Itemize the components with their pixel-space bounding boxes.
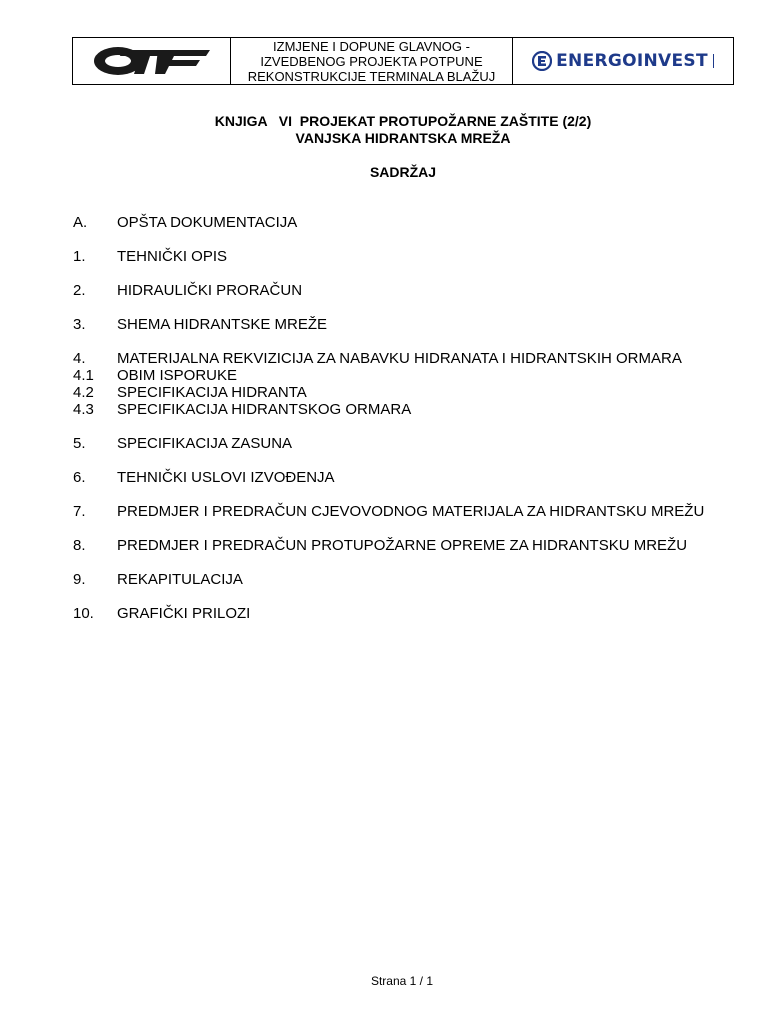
otf-logo-icon [92, 44, 212, 78]
toc-item [73, 316, 763, 333]
toc-item [73, 469, 763, 486]
toc-item-number: 3. [73, 316, 86, 333]
page-number: Strana 1 / 1 [370, 974, 434, 988]
toc-item-number: 2. [73, 282, 86, 299]
toc-item-text: SPECIFIKACIJA HIDRANTSKOG ORMARA [117, 401, 412, 418]
toc-item-text: SHEMA HIDRANTSKE MREŽE [117, 316, 328, 333]
toc-item [73, 571, 763, 588]
otf-logo [73, 38, 231, 84]
toc-item-text: TEHNIČKI OPIS [117, 248, 228, 265]
header-title-line: IZMJENE I DOPUNE GLAVNOG - [273, 38, 470, 54]
toc-item [73, 248, 763, 265]
toc-item-text: REKAPITULACIJA [117, 571, 243, 588]
header-title-line: IZVEDBENOG PROJEKTA POTPUNE [260, 53, 483, 69]
toc-subitem [73, 384, 763, 401]
toc-item-text: GRAFIČKI PRILOZI [117, 605, 251, 622]
toc-item-text: HIDRAULIČKI PRORAČUN [117, 282, 303, 299]
header-project-title [231, 38, 513, 84]
toc-item-text: PREDMJER I PREDRAČUN CJEVOVODNOG MATERIJALA ZA HIDRANTSKU MREŽU [117, 503, 705, 520]
toc-item [73, 537, 763, 554]
header-table [72, 37, 734, 85]
toc-item-text: MATERIJALNA REKVIZICIJA ZA NABAVKU HIDRANATA I HIDRANTSKIH ORMARA [117, 350, 682, 367]
toc-item-number: 9. [73, 571, 86, 588]
toc-item-number: A. [73, 214, 88, 231]
logo-divider [713, 54, 714, 68]
toc-item-number: 8. [73, 537, 86, 554]
toc-item-text: OBIM ISPORUKE [117, 367, 238, 384]
toc-item [73, 605, 763, 622]
energoinvest-wordmark: ENERGOINVEST [556, 51, 708, 71]
toc-item-text: SPECIFIKACIJA ZASUNA [117, 435, 293, 452]
toc-item-number: 1. [73, 248, 86, 265]
header-title-line: REKONSTRUKCIJE TERMINALA BLAŽUJ [247, 68, 496, 84]
toc-item-number: 6. [73, 469, 86, 486]
toc-item-text: PREDMJER I PREDRAČUN PROTUPOŽARNE OPREME ZA HIDRANTSKU MREŽU [117, 537, 688, 554]
toc-subitem [73, 367, 763, 384]
toc-item-text: OPŠTA DOKUMENTACIJA [117, 214, 298, 231]
toc-item-number: 4.1 [73, 367, 94, 384]
toc-item-number: 4.2 [73, 384, 94, 401]
toc-item [73, 503, 763, 520]
energoinvest-logo [513, 38, 733, 84]
document-title-line: VANJSKA HIDRANTSKA MREŽA [295, 130, 511, 146]
table-of-contents [73, 214, 763, 622]
toc-item-number: 10. [73, 605, 94, 622]
contents-heading: SADRŽAJ [369, 164, 437, 180]
toc-item-number: 4.3 [73, 401, 94, 418]
toc-item [73, 214, 763, 231]
toc-item [73, 282, 763, 299]
document-title [72, 113, 734, 147]
toc-item-text: TEHNIČKI USLOVI IZVOĐENJA [117, 469, 335, 486]
toc-item [73, 350, 763, 367]
toc-subitem [73, 401, 763, 418]
energoinvest-emblem-icon [532, 51, 552, 71]
toc-item-text: SPECIFIKACIJA HIDRANTA [117, 384, 307, 401]
toc-item [73, 435, 763, 452]
document-title-line: KNJIGA VI PROJEKAT PROTUPOŽARNE ZAŠTITE (2/2) [214, 113, 592, 129]
toc-item-number: 4. [73, 350, 86, 367]
toc-item-number: 7. [73, 503, 86, 520]
toc-item-number: 5. [73, 435, 86, 452]
